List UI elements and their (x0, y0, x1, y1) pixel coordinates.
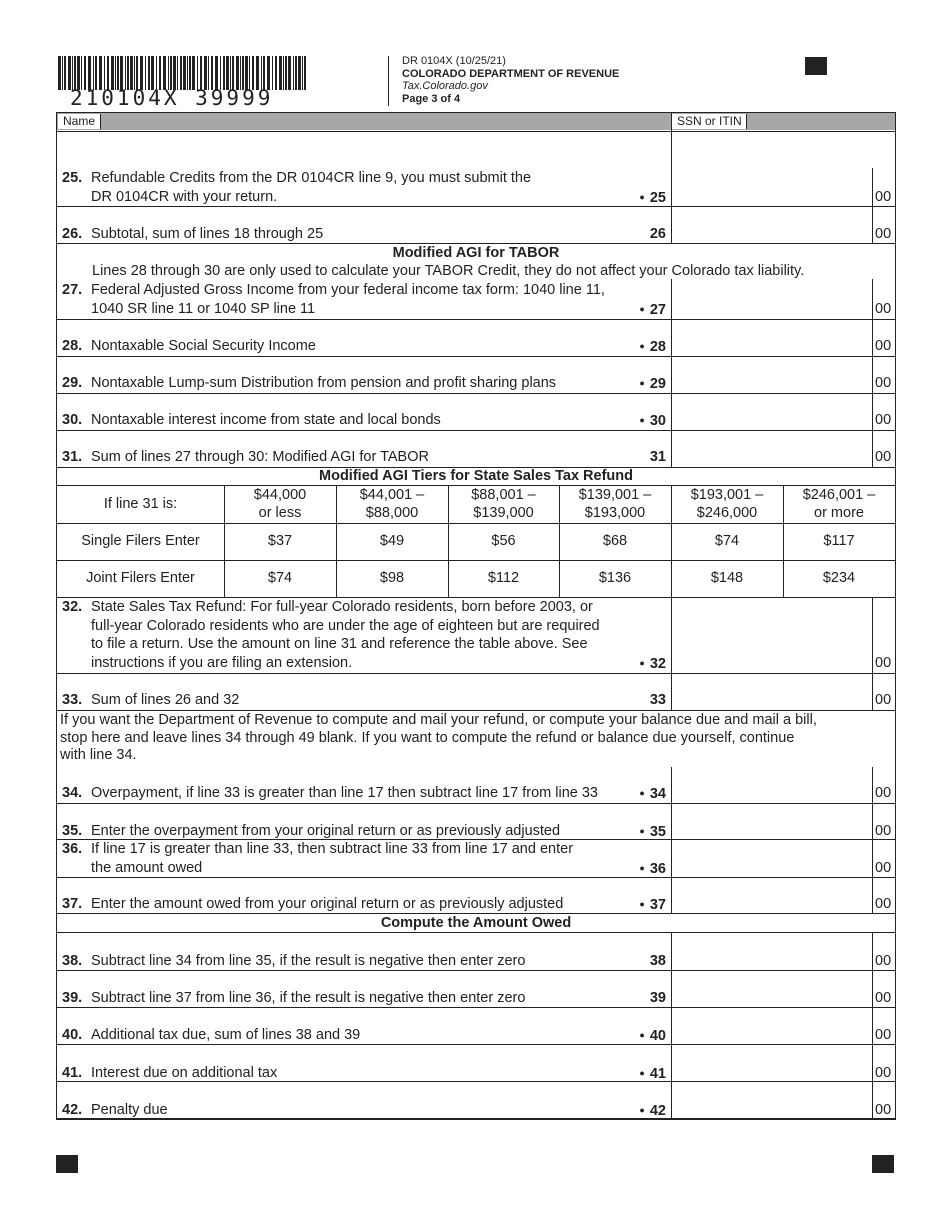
tier-header-5: $193,001 – (690, 487, 764, 503)
line-32-text: instructions if you are filing an extension. (91, 654, 353, 671)
tier-row-1-label: Joint Filers Enter (86, 570, 195, 586)
line-32-text: State Sales Tax Refund: For full-year Colorado residents, born before 2003, or (91, 599, 593, 615)
line-33-number: 33. (62, 692, 83, 708)
line-42-cents: 00 (875, 1102, 892, 1118)
line-31-cents: 00 (875, 449, 892, 465)
line-42-ref (612, 1101, 666, 1120)
tier-row-1-value: $148 (710, 570, 744, 586)
line-38-number: 38. (62, 953, 83, 969)
cents-col-rule (872, 1081, 873, 1118)
ref-number: 37 (649, 897, 666, 913)
cents-col-rule (872, 319, 873, 356)
bullet-icon: ● (639, 303, 645, 314)
cents-col-rule (872, 970, 873, 1007)
rule-ssn-col (671, 113, 672, 168)
ref-number: 28 (649, 339, 666, 355)
line-39-number: 39. (62, 990, 83, 1006)
tier-header-2: $44,001 – (359, 487, 425, 503)
line-42-amount-input[interactable] (672, 1082, 871, 1117)
line-36-ref (612, 859, 666, 878)
tier-header-4: $139,001 – (578, 487, 652, 503)
barcode-bar (156, 56, 157, 90)
line-42-text: Penalty due (91, 1102, 168, 1118)
barcode-bar (170, 56, 172, 90)
line-26-amount-input[interactable] (672, 207, 871, 242)
tier-header-1: $44,000 (253, 487, 307, 503)
line-27-ref (612, 300, 666, 319)
barcode-bar (211, 56, 213, 90)
line-26-ref (612, 225, 666, 243)
ref-number: 39 (649, 990, 666, 1006)
line-37-text: Enter the amount owed from your original return or as previously adjusted (91, 896, 564, 912)
line-36-number: 36. (62, 841, 83, 857)
barcode-bar (275, 56, 277, 90)
barcode-bar (125, 56, 126, 90)
line-25-amount-input[interactable] (672, 169, 871, 205)
barcode-bar (242, 56, 244, 90)
barcode-bar (173, 56, 176, 90)
barcode-bar (62, 56, 63, 90)
ref-number: 38 (649, 953, 666, 969)
cents-col-rule (872, 430, 873, 467)
header-divider (388, 56, 389, 106)
barcode-bar (58, 56, 61, 90)
line-29-amount-input[interactable] (672, 357, 871, 392)
line-37-cents: 00 (875, 896, 892, 912)
line-41-amount-input[interactable] (672, 1045, 871, 1080)
barcode-bar (204, 56, 207, 90)
bullet-icon: ● (639, 1105, 645, 1115)
ref-number: 33 (649, 692, 666, 708)
ref-number: 29 (649, 376, 666, 392)
tier-row-1-value: $234 (822, 570, 856, 586)
tier-row-0-value: $37 (267, 533, 293, 549)
ssn-label: SSN or ITIN (671, 114, 747, 129)
line-26-cents: 00 (875, 226, 892, 242)
line-25-text: DR 0104CR with your return. (91, 188, 278, 205)
barcode-bar (95, 56, 97, 90)
compute-title-rule (57, 932, 895, 933)
line-27-cents: 00 (875, 300, 892, 317)
registration-mark-top (805, 57, 827, 75)
ref-number: 26 (649, 226, 666, 242)
barcode (58, 56, 308, 90)
barcode-bar (183, 56, 186, 90)
ref-number: 34 (649, 786, 666, 802)
barcode-bar (272, 56, 273, 90)
barcode-number: 210104X 39999 (70, 86, 274, 110)
ref-number: 40 (649, 1028, 666, 1044)
line-42-number: 42. (62, 1102, 83, 1118)
bullet-icon: ● (639, 341, 645, 351)
barcode-bar (130, 56, 133, 90)
barcode-bar (298, 56, 301, 90)
barcode-bar (187, 56, 188, 90)
barcode-bar (295, 56, 297, 90)
barcode-bar (304, 56, 306, 90)
barcode-bar (177, 56, 178, 90)
line-31-amount-input[interactable] (672, 431, 871, 466)
line-27-text: 1040 SR line 11 or 1040 SP line 11 (91, 300, 316, 317)
tiers-title: Modified AGI Tiers for State Sales Tax Refund (319, 468, 633, 484)
barcode-bar (107, 56, 109, 90)
barcode-bar (151, 56, 154, 90)
cents-col-rule (872, 1007, 873, 1044)
ssn-input[interactable] (671, 131, 895, 168)
line-28-ref (612, 337, 666, 356)
barcode-bar (148, 56, 150, 90)
line-34-number: 34. (62, 785, 83, 801)
barcode-bar (74, 56, 76, 90)
ref-number: 35 (649, 824, 666, 840)
barcode-bar (261, 56, 262, 90)
website: Tax.Colorado.gov (402, 80, 488, 92)
line-32-ref (612, 654, 666, 673)
barcode-bar (88, 56, 91, 90)
line-25-cents: 00 (875, 188, 892, 205)
line-rule (57, 1118, 895, 1119)
line-25-ref (612, 188, 666, 207)
line-35-ref (612, 822, 666, 841)
line-39-cents: 00 (875, 990, 892, 1006)
tier-header-3: $88,001 – (471, 487, 536, 503)
line-41-text: Interest due on additional tax (91, 1065, 278, 1081)
line-38-ref (612, 952, 666, 970)
line-37-amount-input[interactable] (672, 878, 871, 912)
line-32-number: 32. (62, 599, 83, 615)
line-40-text: Additional tax due, sum of lines 38 and 39 (91, 1027, 361, 1043)
tier-row-rule (57, 523, 895, 524)
line-27-number: 27. (62, 282, 83, 298)
line-38-cents: 00 (875, 953, 892, 969)
line-30-cents: 00 (875, 412, 892, 428)
dor-note: with line 34. (60, 747, 137, 763)
cents-col-rule (872, 279, 873, 319)
line-39-amount-input[interactable] (672, 971, 871, 1006)
tier-bottom-rule (57, 597, 895, 598)
line-33-text: Sum of lines 26 and 32 (91, 692, 240, 708)
barcode-bar (249, 56, 250, 90)
line-36-text: the amount owed (91, 859, 203, 876)
barcode-bar (252, 56, 254, 90)
cents-col-rule (872, 168, 873, 206)
barcode-bar (267, 56, 270, 90)
barcode-bar (145, 56, 146, 90)
line-25-number: 25. (62, 170, 83, 186)
line-32-amount-input[interactable] (672, 598, 871, 672)
ref-number: 30 (649, 413, 666, 429)
ref-number: 25 (649, 189, 666, 206)
name-label: Name (58, 114, 101, 129)
barcode-bar (140, 56, 143, 90)
line-29-cents: 00 (875, 375, 892, 391)
barcode-bar (232, 56, 234, 90)
cents-col-rule (872, 356, 873, 393)
tabor-note: Lines 28 through 30 are only used to calculate your TABOR Credit, they do not affect your Colorado tax liability. (92, 263, 805, 279)
line-39-text: Subtract line 37 from line 36, if the result is negative then enter zero (91, 990, 526, 1006)
bullet-icon: ● (639, 826, 645, 836)
barcode-bar (192, 56, 195, 90)
line-34-ref (612, 784, 666, 803)
cents-col-rule (872, 877, 873, 913)
dor-note: stop here and leave lines 34 through 49 blank. If you want to compute the refund or balance due yourself, continue (60, 729, 795, 746)
line-29-number: 29. (62, 375, 83, 391)
line-29-ref (612, 374, 666, 393)
form-id: DR 0104X (10/25/21) (402, 55, 506, 67)
barcode-bar (115, 56, 116, 90)
line-41-cents: 00 (875, 1065, 892, 1081)
tier-row-1-value: $136 (598, 570, 632, 586)
tier-row-label: If line 31 is: (103, 496, 178, 512)
line-28-cents: 00 (875, 338, 892, 354)
barcode-bar (93, 56, 94, 90)
line-40-ref (612, 1026, 666, 1045)
registration-mark-bottom-right (872, 1155, 894, 1173)
tier-header-1: or less (258, 505, 302, 521)
dor-note: If you want the Department of Revenue to compute and mail your refund, or compute your balance due and mail a bill, (60, 712, 817, 728)
line-33-amount-input[interactable] (672, 674, 871, 709)
tier-row-0-value: $68 (602, 533, 628, 549)
tier-header-6: $246,001 – (802, 487, 876, 503)
line-30-text: Nontaxable interest income from state and local bonds (91, 412, 441, 428)
bullet-icon: ● (639, 415, 645, 425)
line-32-cents: 00 (875, 654, 892, 671)
line-25-text: Refundable Credits from the DR 0104CR line 9, you must submit the (91, 170, 532, 186)
barcode-bar (220, 56, 221, 90)
barcode-bar (200, 56, 202, 90)
barcode-bar (293, 56, 294, 90)
line-39-ref (612, 989, 666, 1007)
barcode-bar (208, 56, 209, 90)
barcode-bar (189, 56, 191, 90)
form-body (56, 112, 896, 1120)
bullet-icon: ● (639, 1030, 645, 1040)
department-name: COLORADO DEPARTMENT OF REVENUE (402, 68, 620, 80)
cents-col-rule (872, 206, 873, 243)
line-34-cents: 00 (875, 785, 892, 801)
barcode-bar (180, 56, 182, 90)
line-35-cents: 00 (875, 823, 892, 839)
barcode-bar (81, 56, 82, 90)
barcode-bar (117, 56, 119, 90)
bullet-icon: ● (639, 899, 645, 909)
line-30-number: 30. (62, 412, 83, 428)
bullet-icon: ● (639, 862, 645, 873)
barcode-bar (84, 56, 86, 90)
tier-row-0-value: $117 (823, 533, 855, 549)
barcode-bar (127, 56, 129, 90)
barcode-bar (236, 56, 239, 90)
barcode-bar (168, 56, 169, 90)
tier-row-1-value: $98 (379, 570, 405, 586)
barcode-bar (99, 56, 102, 90)
registration-mark-bottom-left (56, 1155, 78, 1173)
line-40-cents: 00 (875, 1027, 892, 1043)
tier-header-4: $193,000 (584, 505, 646, 521)
barcode-bar (163, 56, 166, 90)
barcode-bar (245, 56, 248, 90)
bullet-icon: ● (639, 1068, 645, 1078)
tier-row-0-value: $74 (714, 533, 740, 549)
cents-col-rule (872, 673, 873, 710)
barcode-bar (263, 56, 265, 90)
tier-row-0-value: $56 (491, 533, 516, 549)
page-number: Page 3 of 4 (402, 93, 461, 105)
tier-row-0-label: Single Filers Enter (81, 533, 200, 549)
line-31-ref (612, 448, 666, 466)
barcode-bar (197, 56, 198, 90)
barcode-bar (230, 56, 231, 90)
barcode-bar (285, 56, 287, 90)
line-34-text: Overpayment, if line 33 is greater than line 17 then subtract line 17 from line 33 (91, 785, 598, 801)
tier-row-0-value: $49 (379, 533, 405, 549)
line-32-text: full-year Colorado residents who are under the age of eighteen but are required (91, 617, 600, 634)
tier-header-2: $88,000 (365, 505, 419, 521)
barcode-bar (134, 56, 135, 90)
line-36-cents: 00 (875, 859, 892, 876)
line-26-number: 26. (62, 226, 83, 242)
line-36-amount-input[interactable] (672, 840, 871, 876)
bullet-icon: ● (639, 191, 645, 202)
barcode-bar (288, 56, 291, 90)
barcode-bar (104, 56, 105, 90)
line-40-amount-input[interactable] (672, 1008, 871, 1043)
tabor-title: Modified AGI for TABOR (392, 245, 560, 261)
line-40-number: 40. (62, 1027, 83, 1043)
ref-number: 31 (649, 449, 666, 465)
cents-col-rule (872, 839, 873, 877)
barcode-bar (256, 56, 259, 90)
ref-number: 36 (649, 860, 666, 877)
cents-col-rule (872, 767, 873, 803)
barcode-bar (215, 56, 218, 90)
line-28-text: Nontaxable Social Security Income (91, 338, 316, 354)
barcode-bar (279, 56, 282, 90)
line-35-text: Enter the overpayment from your original return or as previously adjusted (91, 823, 561, 839)
ref-number: 41 (649, 1066, 666, 1082)
bullet-icon: ● (639, 378, 645, 388)
bullet-icon: ● (639, 788, 645, 798)
line-37-number: 37. (62, 896, 83, 912)
line-26-text: Subtotal, sum of lines 18 through 25 (91, 226, 324, 242)
tier-header-3: $139,000 (473, 505, 534, 521)
line-35-amount-input[interactable] (672, 804, 871, 838)
tier-header-6: or more (814, 505, 864, 521)
barcode-bar (159, 56, 161, 90)
line-41-number: 41. (62, 1065, 83, 1081)
barcode-bar (120, 56, 123, 90)
line-30-ref (612, 411, 666, 430)
tier-row-rule (57, 560, 895, 561)
ref-number: 27 (649, 301, 666, 318)
bullet-icon: ● (639, 657, 645, 668)
barcode-bar (223, 56, 225, 90)
tier-header-5: $246,000 (696, 505, 758, 521)
line-30-amount-input[interactable] (672, 394, 871, 429)
line-27-text: Federal Adjusted Gross Income from your federal income tax form: 1040 line 11, (91, 282, 605, 298)
line-41-ref (612, 1064, 666, 1083)
barcode-bar (136, 56, 138, 90)
line-27-amount-input[interactable] (672, 280, 871, 318)
tier-row-1-value: $112 (487, 570, 520, 586)
cents-col-rule (872, 1044, 873, 1081)
compute-title: Compute the Amount Owed (380, 915, 572, 931)
line-38-amount-input[interactable] (672, 934, 871, 969)
barcode-bar (64, 56, 66, 90)
line-32-text: to file a return. Use the amount on line 31 and reference the table above. See (91, 636, 588, 652)
line-28-number: 28. (62, 338, 83, 354)
barcode-bar (302, 56, 303, 90)
barcode-bar (111, 56, 114, 90)
barcode-bar (240, 56, 241, 90)
line-35-number: 35. (62, 823, 83, 839)
line-31-number: 31. (62, 449, 83, 465)
barcode-bar (72, 56, 73, 90)
cents-col-rule (872, 803, 873, 839)
line-31-text: Sum of lines 27 through 30: Modified AGI for TABOR (91, 449, 429, 465)
line-34-amount-input[interactable] (672, 768, 871, 802)
name-bar (57, 113, 895, 130)
ref-number: 32 (649, 655, 666, 672)
barcode-bar (226, 56, 229, 90)
barcode-bar (77, 56, 80, 90)
cents-col-rule (872, 393, 873, 430)
cents-col-rule (872, 933, 873, 970)
line-37-ref (612, 895, 666, 914)
line-38-text: Subtract line 34 from line 35, if the result is negative then enter zero (91, 953, 526, 969)
line-36-text: If line 17 is greater than line 33, then subtract line 33 from line 17 and enter (91, 841, 574, 857)
line-33-ref (612, 691, 666, 709)
rule-name-row (57, 131, 895, 132)
ref-number: 42 (649, 1103, 666, 1119)
line-29-text: Nontaxable Lump-sum Distribution from pension and profit sharing plans (91, 375, 557, 391)
cents-col-rule (872, 597, 873, 673)
line-33-cents: 00 (875, 692, 892, 708)
barcode-bar (283, 56, 284, 90)
tier-row-1-value: $74 (267, 570, 293, 586)
barcode-bar (68, 56, 71, 90)
line-28-amount-input[interactable] (672, 320, 871, 355)
name-input[interactable] (57, 131, 670, 168)
